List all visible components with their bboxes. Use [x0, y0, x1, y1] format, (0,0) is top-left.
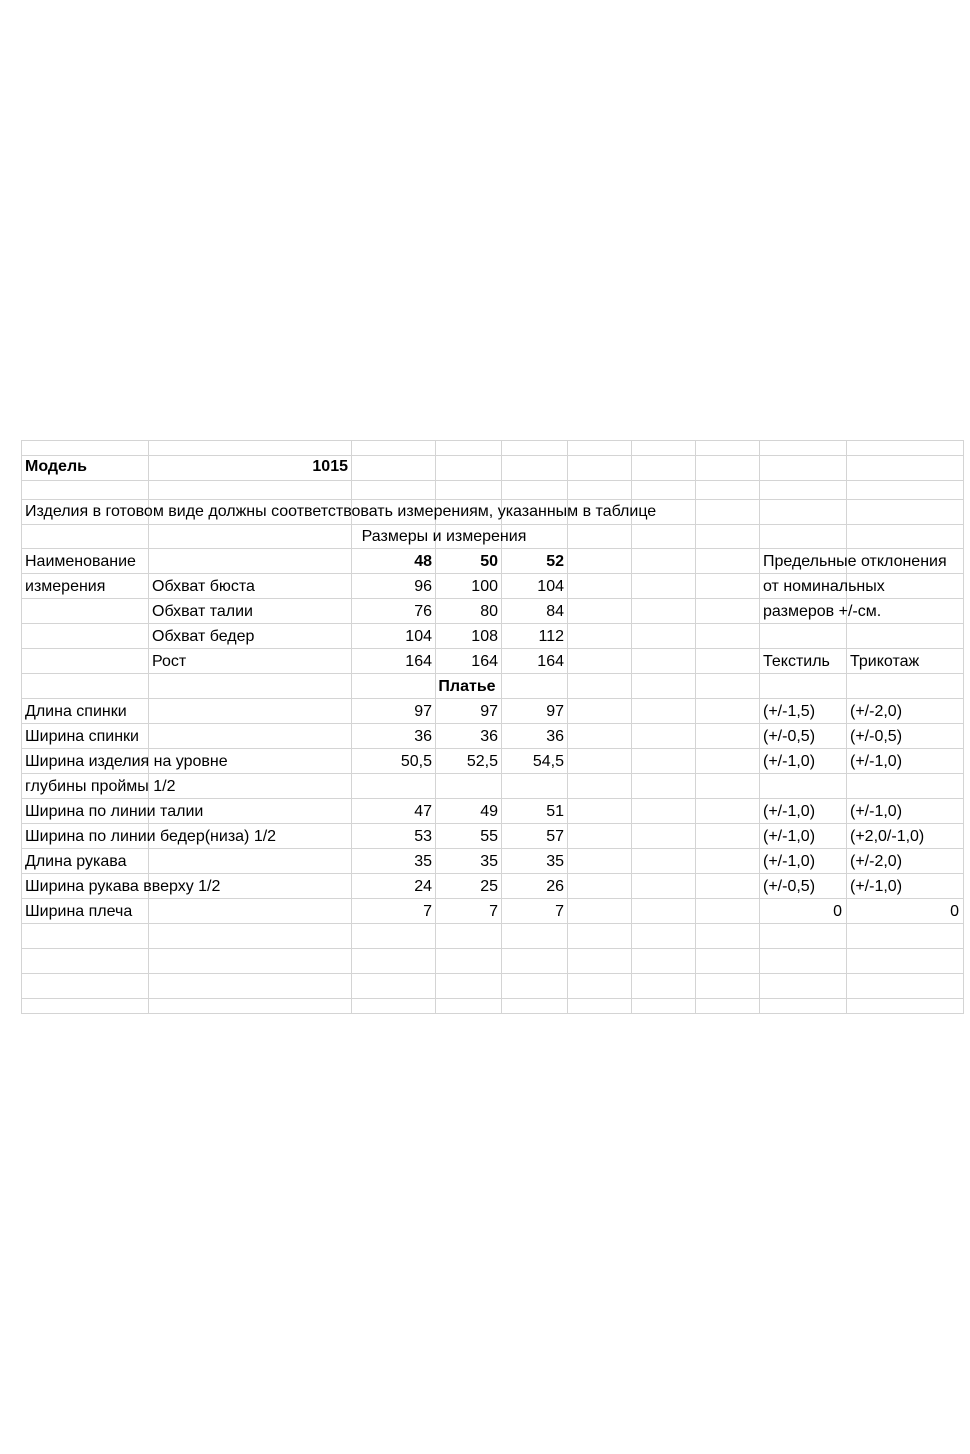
- gridline-horizontal: [21, 748, 964, 749]
- garment-measurement-value[interactable]: 7: [423, 903, 432, 920]
- header-name-label[interactable]: Наименование: [25, 553, 136, 570]
- gridline-horizontal: [21, 455, 964, 456]
- knit-tolerance[interactable]: (+/-2,0): [850, 853, 903, 870]
- knit-tolerance[interactable]: (+/-2,0): [850, 703, 903, 720]
- garment-measurement-label[interactable]: Длина спинки: [25, 703, 127, 720]
- gridline-horizontal: [21, 598, 964, 599]
- body-measurement-value[interactable]: 104: [405, 628, 432, 645]
- gridline-horizontal: [21, 573, 964, 574]
- gridline-horizontal: [21, 440, 964, 441]
- body-measurement-label[interactable]: Обхват талии: [152, 603, 253, 620]
- body-measurement-value[interactable]: 96: [414, 578, 432, 595]
- body-measurement-value[interactable]: 80: [480, 603, 498, 620]
- gridline-vertical: [148, 440, 149, 1013]
- body-measurement-value[interactable]: 164: [405, 653, 432, 670]
- textile-tolerance[interactable]: 0: [833, 903, 842, 920]
- garment-measurement-label[interactable]: глубины проймы 1/2: [25, 778, 176, 795]
- textile-tolerance[interactable]: (+/-1,5): [763, 703, 816, 720]
- garment-measurement-value[interactable]: 36: [480, 728, 498, 745]
- gridline-vertical: [435, 440, 436, 1013]
- body-measurement-value[interactable]: 84: [546, 603, 564, 620]
- body-measurement-value[interactable]: 164: [537, 653, 564, 670]
- header-name-label-2[interactable]: измерения: [25, 578, 106, 595]
- size-50-header[interactable]: 50: [480, 553, 498, 570]
- textile-header[interactable]: Текстиль: [763, 653, 830, 670]
- garment-measurement-label[interactable]: Ширина рукава вверху 1/2: [25, 878, 221, 895]
- knit-tolerance[interactable]: (+/-1,0): [850, 878, 903, 895]
- gridline-vertical: [695, 440, 696, 1013]
- gridline-horizontal: [21, 499, 964, 500]
- knit-tolerance[interactable]: (+/-0,5): [850, 728, 903, 745]
- size-48-header[interactable]: 48: [414, 553, 432, 570]
- gridline-horizontal: [21, 1013, 964, 1014]
- gridline-horizontal: [21, 648, 964, 649]
- textile-tolerance[interactable]: (+/-1,0): [763, 853, 816, 870]
- gridline-horizontal: [21, 798, 964, 799]
- body-measurement-label[interactable]: Рост: [152, 653, 187, 670]
- garment-measurement-value[interactable]: 47: [414, 803, 432, 820]
- gridline-horizontal: [21, 548, 964, 549]
- gridline-horizontal: [21, 973, 964, 974]
- gridline-horizontal: [21, 623, 964, 624]
- body-measurement-value[interactable]: 164: [471, 653, 498, 670]
- garment-measurement-value[interactable]: 53: [414, 828, 432, 845]
- garment-measurement-value[interactable]: 97: [480, 703, 498, 720]
- garment-measurement-value[interactable]: 7: [489, 903, 498, 920]
- garment-title[interactable]: Платье: [438, 678, 496, 695]
- garment-measurement-value[interactable]: 7: [555, 903, 564, 920]
- body-measurement-value[interactable]: 76: [414, 603, 432, 620]
- garment-measurement-label[interactable]: Ширина спинки: [25, 728, 139, 745]
- gridline-horizontal: [21, 998, 964, 999]
- garment-measurement-label[interactable]: Ширина изделия на уровне: [25, 753, 228, 770]
- body-measurement-value[interactable]: 108: [471, 628, 498, 645]
- textile-tolerance[interactable]: (+/-1,0): [763, 803, 816, 820]
- model-label[interactable]: Модель: [25, 458, 87, 475]
- gridline-vertical: [501, 440, 502, 1013]
- body-measurement-label[interactable]: Обхват бедер: [152, 628, 255, 645]
- gridline-horizontal: [21, 848, 964, 849]
- knit-tolerance[interactable]: (+2,0/-1,0): [850, 828, 925, 845]
- gridline-vertical: [567, 440, 568, 1013]
- body-measurement-value[interactable]: 100: [471, 578, 498, 595]
- gridline-vertical: [631, 440, 632, 1013]
- gridline-horizontal: [21, 773, 964, 774]
- garment-measurement-label[interactable]: Ширина плеча: [25, 903, 133, 920]
- tolerance-label-2[interactable]: от номинальных: [763, 578, 885, 595]
- garment-measurement-value[interactable]: 24: [414, 878, 432, 895]
- garment-measurement-value[interactable]: 50,5: [400, 753, 432, 770]
- gridline-vertical: [846, 440, 847, 1013]
- garment-measurement-label[interactable]: Ширина по линии бедер(низа) 1/2: [25, 828, 277, 845]
- gridline-horizontal: [21, 823, 964, 824]
- gridline-horizontal: [21, 948, 964, 949]
- garment-measurement-value[interactable]: 51: [546, 803, 564, 820]
- textile-tolerance[interactable]: (+/-0,5): [763, 728, 816, 745]
- gridline-horizontal: [21, 723, 964, 724]
- garment-measurement-value[interactable]: 55: [480, 828, 498, 845]
- garment-measurement-value[interactable]: 49: [480, 803, 498, 820]
- garment-measurement-label[interactable]: Длина рукава: [25, 853, 127, 870]
- knit-tolerance[interactable]: (+/-1,0): [850, 753, 903, 770]
- body-measurement-label[interactable]: Обхват бюста: [152, 578, 255, 595]
- garment-measurement-value[interactable]: 52,5: [466, 753, 498, 770]
- garment-measurement-value[interactable]: 26: [546, 878, 564, 895]
- gridline-vertical: [963, 440, 964, 1013]
- gridline-horizontal: [21, 923, 964, 924]
- gridline-vertical: [21, 440, 22, 1013]
- garment-measurement-value[interactable]: 97: [414, 703, 432, 720]
- intro-text[interactable]: Изделия в готовом виде должны соответствовать измерениям, указанным в таблице: [25, 503, 657, 520]
- knit-tolerance[interactable]: 0: [950, 903, 959, 920]
- knit-tolerance[interactable]: (+/-1,0): [850, 803, 903, 820]
- gridline-horizontal: [21, 480, 964, 481]
- gridline-horizontal: [21, 873, 964, 874]
- tolerance-label-1[interactable]: Предельные отклонения: [763, 553, 947, 570]
- body-measurement-value[interactable]: 112: [538, 628, 564, 645]
- knit-header[interactable]: Трикотаж: [850, 653, 920, 670]
- garment-measurement-value[interactable]: 36: [546, 728, 564, 745]
- textile-tolerance[interactable]: (+/-1,0): [763, 828, 816, 845]
- garment-measurement-value[interactable]: 36: [414, 728, 432, 745]
- garment-measurement-value[interactable]: 35: [414, 853, 432, 870]
- size-52-header[interactable]: 52: [546, 553, 564, 570]
- garment-measurement-value[interactable]: 97: [546, 703, 564, 720]
- gridline-horizontal: [21, 698, 964, 699]
- tolerance-label-3[interactable]: размеров +/-см.: [763, 603, 882, 620]
- garment-measurement-value[interactable]: 54,5: [532, 753, 564, 770]
- garment-measurement-value[interactable]: 35: [480, 853, 498, 870]
- model-number[interactable]: 1015: [312, 458, 348, 475]
- gridline-horizontal: [21, 898, 964, 899]
- garment-measurement-value[interactable]: 25: [480, 878, 498, 895]
- garment-measurement-value[interactable]: 57: [546, 828, 564, 845]
- body-measurement-value[interactable]: 104: [537, 578, 564, 595]
- section-title[interactable]: Размеры и измерения: [361, 528, 527, 545]
- garment-measurement-label[interactable]: Ширина по линии талии: [25, 803, 204, 820]
- gridline-vertical: [351, 440, 352, 1013]
- textile-tolerance[interactable]: (+/-1,0): [763, 753, 816, 770]
- gridline-horizontal: [21, 673, 964, 674]
- gridline-horizontal: [21, 524, 964, 525]
- textile-tolerance[interactable]: (+/-0,5): [763, 878, 816, 895]
- gridline-vertical: [759, 440, 760, 1013]
- garment-measurement-value[interactable]: 35: [546, 853, 564, 870]
